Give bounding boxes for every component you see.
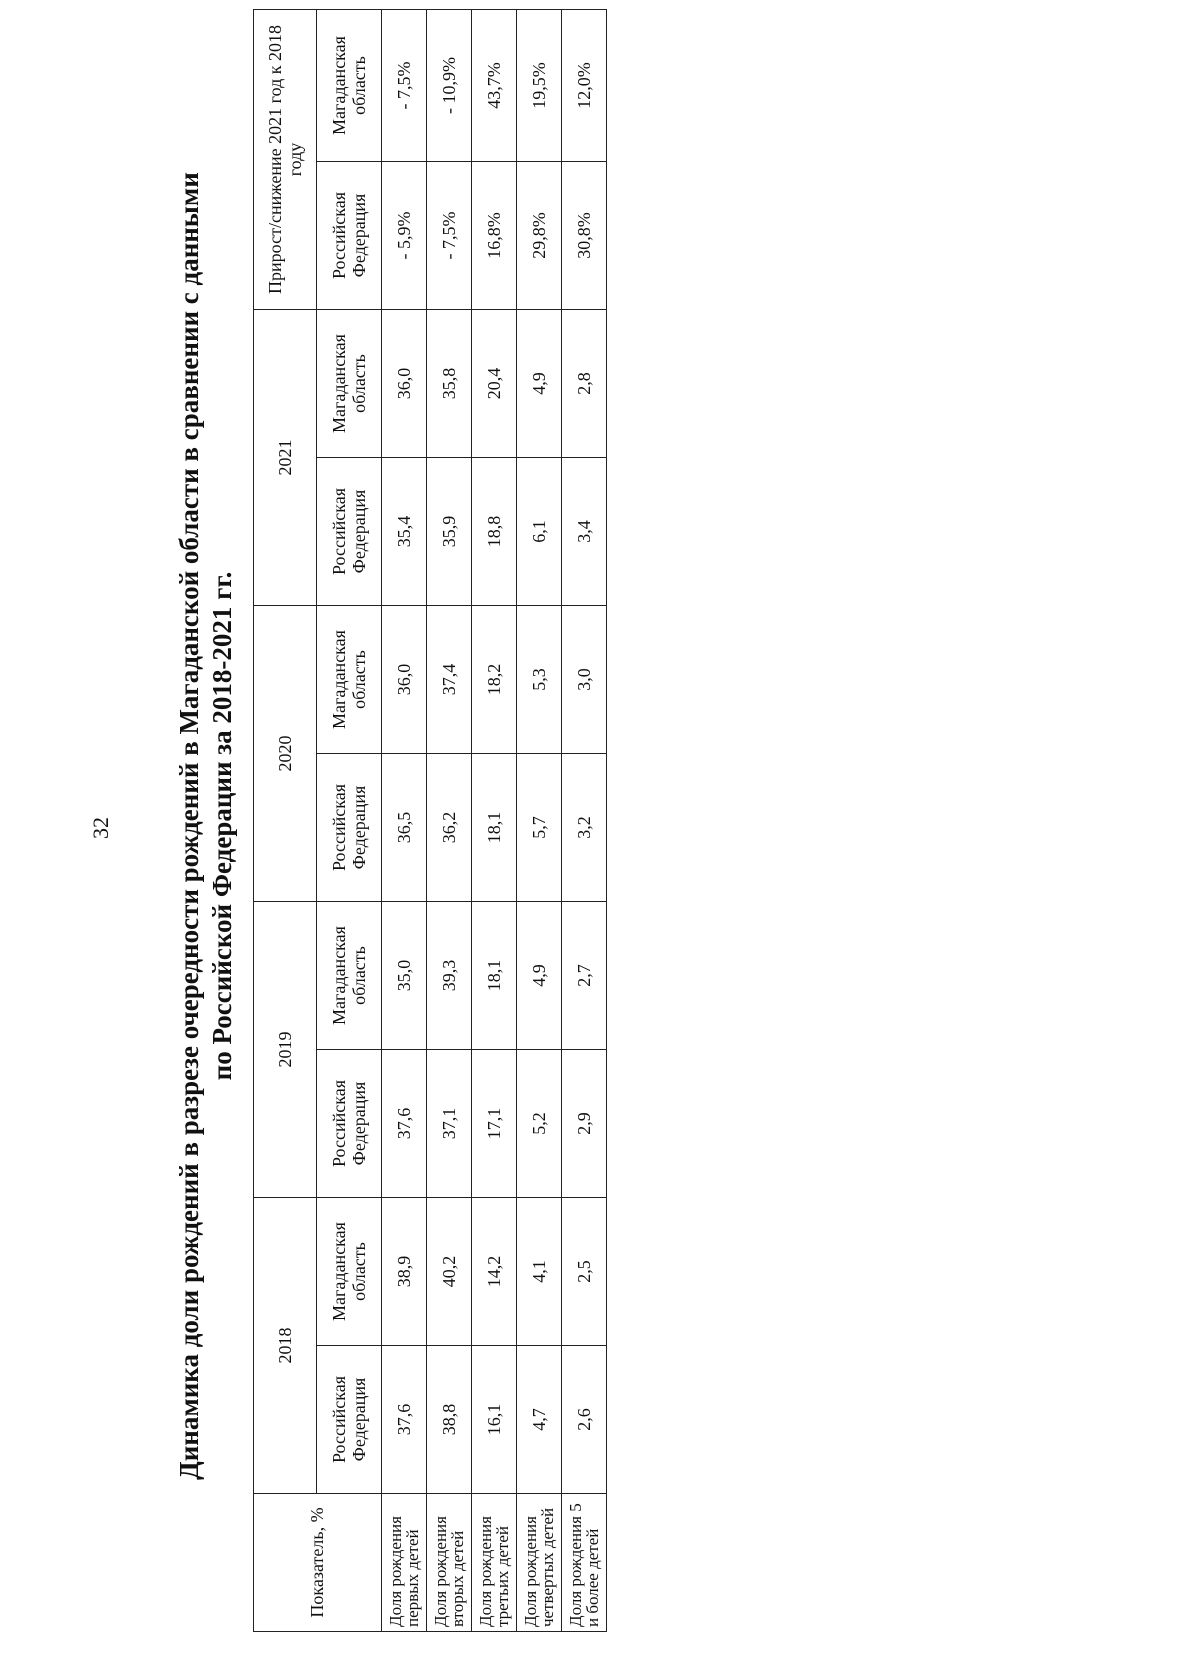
year-header-2020: 2020	[254, 606, 317, 902]
table-cell: 43,7%	[472, 10, 517, 162]
table-cell: 38,8	[427, 1346, 472, 1494]
table-row	[517, 10, 562, 1632]
table-cell: 36,0	[382, 310, 427, 458]
row-label: Доля рождения третьих детей	[472, 1494, 517, 1632]
table-cell: 38,9	[382, 1198, 427, 1346]
header-row-years	[254, 10, 317, 1632]
table-cell: 19,5%	[517, 10, 562, 162]
table-cell: 35,9	[427, 458, 472, 606]
table-row	[562, 10, 607, 1632]
magadan-header: Магаданская область	[317, 10, 382, 162]
table-cell: 2,8	[562, 310, 607, 458]
year-header-2019: 2019	[254, 902, 317, 1198]
year-header-2018: 2018	[254, 1198, 317, 1494]
magadan-header: Магаданская область	[317, 606, 382, 754]
table-cell: 35,0	[382, 902, 427, 1050]
title-line-2: по Российской Федерации за 2018-2021 гг.	[207, 571, 237, 1081]
rf-header: Российская Федерация	[317, 1050, 382, 1198]
table-cell: 2,5	[562, 1198, 607, 1346]
rf-header: Российская Федерация	[317, 754, 382, 902]
table-cell: 30,8%	[562, 162, 607, 310]
table-cell: 37,6	[382, 1346, 427, 1494]
year-header-2021: 2021	[254, 310, 317, 606]
magadan-header: Магаданская область	[317, 1198, 382, 1346]
table-cell: 18,1	[472, 754, 517, 902]
table-cell: - 7,5%	[427, 162, 472, 310]
table-cell: 20,4	[472, 310, 517, 458]
table-row	[427, 10, 472, 1632]
table-cell: 5,3	[517, 606, 562, 754]
row-label: Доля рождения вторых детей	[427, 1494, 472, 1632]
table-cell: 4,9	[517, 310, 562, 458]
page-number: 32	[88, 817, 113, 839]
table-cell: - 7,5%	[382, 10, 427, 162]
table-cell: 39,3	[427, 902, 472, 1050]
table-cell: 16,1	[472, 1346, 517, 1494]
table-cell: 6,1	[517, 458, 562, 606]
rf-header: Российская Федерация	[317, 458, 382, 606]
table-row	[472, 10, 517, 1632]
table-cell: 35,8	[427, 310, 472, 458]
table-cell: 35,4	[382, 458, 427, 606]
table-cell: 2,7	[562, 902, 607, 1050]
indicator-header: Показатель, %	[254, 1494, 382, 1632]
table-cell: 36,0	[382, 606, 427, 754]
row-label: Доля рождения четвертых детей	[517, 1494, 562, 1632]
document-title	[173, 116, 239, 1536]
magadan-header: Магаданская область	[317, 310, 382, 458]
table-cell: 2,6	[562, 1346, 607, 1494]
table-cell: 12,0%	[562, 10, 607, 162]
table-cell: 3,4	[562, 458, 607, 606]
row-label: Доля рождения 5 и более детей	[562, 1494, 607, 1632]
table-cell: 16,8%	[472, 162, 517, 310]
magadan-header: Магаданская область	[317, 902, 382, 1050]
table-cell: 36,2	[427, 754, 472, 902]
rf-header: Российская Федерация	[317, 1346, 382, 1494]
table-cell: 4,9	[517, 902, 562, 1050]
table-row	[382, 10, 427, 1632]
table-cell: - 10,9%	[427, 10, 472, 162]
table-cell: 17,1	[472, 1050, 517, 1198]
table-cell: 37,6	[382, 1050, 427, 1198]
table-cell: 36,5	[382, 754, 427, 902]
table-cell: 37,1	[427, 1050, 472, 1198]
row-label: Доля рождения первых детей	[382, 1494, 427, 1632]
table-cell: - 5,9%	[382, 162, 427, 310]
table-cell: 3,2	[562, 754, 607, 902]
table-cell: 3,0	[562, 606, 607, 754]
header-row-regions	[317, 10, 382, 1632]
table-cell: 29,8%	[517, 162, 562, 310]
table-cell: 37,4	[427, 606, 472, 754]
table-cell: 2,9	[562, 1050, 607, 1198]
table-cell: 5,7	[517, 754, 562, 902]
birth-order-table	[253, 9, 607, 1632]
table-cell: 4,1	[517, 1198, 562, 1346]
rf-header: Российская Федерация	[317, 162, 382, 310]
table-cell: 4,7	[517, 1346, 562, 1494]
title-line-1: Динамика доли рождений в разрезе очередности рождений в Магаданской области в сравнении с данными	[174, 172, 204, 1480]
table-cell: 14,2	[472, 1198, 517, 1346]
table-cell: 40,2	[427, 1198, 472, 1346]
table-cell: 18,1	[472, 902, 517, 1050]
table-cell: 18,2	[472, 606, 517, 754]
change-header: Прирост/снижение 2021 год к 2018 году	[254, 10, 317, 310]
table-cell: 5,2	[517, 1050, 562, 1198]
table-cell: 18,8	[472, 458, 517, 606]
